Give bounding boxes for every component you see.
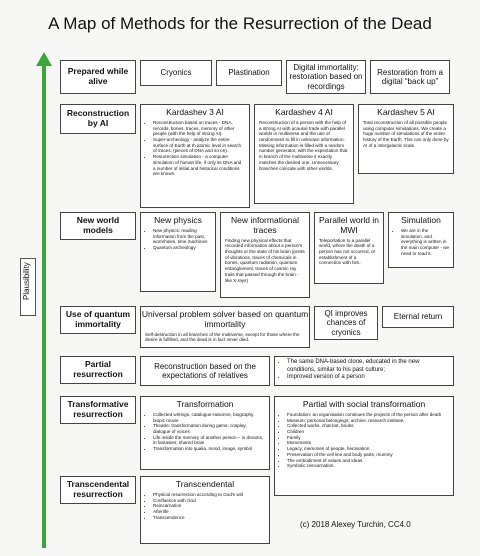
card-new-physics (140, 212, 216, 292)
item-plastination: Plastination (216, 60, 282, 86)
category-quantum-immortality: Use of quantum immortality (60, 306, 136, 334)
card-title: Partial with social transformation (302, 399, 426, 409)
card-kardashev-5 (358, 104, 454, 174)
list-item: • Symbolic reincarnation. (287, 463, 449, 469)
list-item: • Children (287, 429, 449, 435)
card-transcendental (140, 476, 270, 544)
list-item: • We are in the simulation, and everything is written in the main computer - we need to read it. (401, 228, 449, 257)
item-digital-backup: Restoration from a digital “back up” (370, 60, 450, 94)
list-item: • Museum: personal belongings, archive, research institute, (287, 418, 449, 424)
card-title: Transcendental (175, 479, 235, 489)
list-item: • Monuments (287, 440, 449, 446)
card-title: New physics (154, 215, 202, 225)
card-simulation (388, 212, 454, 268)
card-text: Total reconstruction of all possible people using computer simulations. We create a huge number of simulations of the entire history of the Earth. This can only done by AI of a intergalactic scale. (363, 119, 449, 148)
card-title: Kardashev 4 AI (275, 107, 333, 117)
list-item: • Collected works, chat-bot, books (287, 423, 449, 429)
list-item: • Foundation: an organisation continues the projects of the person after death (287, 412, 449, 418)
axis-label: Plausibility (22, 262, 31, 300)
category-reconstruction-ai: Reconstruction by AI (60, 104, 136, 134)
card-kardashev-4 (254, 104, 354, 204)
list-item: • Transformation into qualia, mood, image, symbol (153, 446, 265, 452)
list-item: • Theatre: transformation during game: cosplay, dialogue of voices (153, 423, 265, 434)
card-title: Kardashev 3 AI (166, 107, 224, 117)
list-item: • Life inside the memory of another person – in dreams, in fantasies; shared brain (153, 435, 265, 446)
card-title: Parallel world in MWI (319, 215, 379, 235)
card-text: Teleportation to a parallel world, where the death of a person has not occurred, or establishment of a connection with him. (319, 237, 376, 266)
card-partial-items (274, 356, 454, 386)
list-item: • Preservation of the cell line and body parts; mummy (287, 452, 449, 458)
list-item: • Transcendence (153, 515, 265, 521)
list-item: • Confluence with God (153, 498, 265, 504)
card-title: Transformation (176, 399, 234, 409)
list-item: • Resurrection simulation - a computer simulation of human life, if only its DNA and a number of initial and historical conditions are known. (153, 154, 245, 177)
category-transcendental: Transcendental resurrection (60, 476, 136, 504)
list-item: • Physical resurrection according to God's will (153, 492, 265, 498)
card-parallel-world (314, 212, 384, 284)
item-qi-cryonics: QI improves chances of cryonics (314, 306, 378, 340)
card-universal-solver (140, 306, 310, 348)
card-title: New informational traces (230, 215, 300, 235)
category-prepared: Prepared while alive (60, 60, 136, 94)
list-item: • New physics: reading information from the past, wormholes, time machines (153, 228, 211, 245)
list-item: • Collected writings, catalogue-raisonne, biography, biopic movie (153, 412, 265, 423)
credit-text: (c) 2018 Alexey Turchin, CC4.0 (300, 520, 411, 529)
item-reconstruction-relatives: Reconstruction based on the expectations of relatives (140, 356, 270, 386)
list-item: • Afterlife (153, 509, 265, 515)
card-new-informational-traces (220, 212, 310, 298)
list-item: • Improved version of a person (287, 374, 449, 382)
card-title: Kardashev 5 AI (377, 107, 435, 117)
list-item: • The same DNA-based clone, educated in the new conditions, similar to his past culture; (287, 359, 449, 374)
item-eternal-return: Eternal return (382, 306, 454, 328)
list-item: • Reconstruction based on traces - DNA, records, bones, traces, memory of other people (with the help of strong AI). (153, 120, 245, 137)
card-partial-social (274, 396, 454, 496)
card-text: Finding new physical effects that recorded information about a person's thoughts or the state of his brain (prints of vibrations, traces of chemicals in bones, quantum radiation, quantum entanglement, traces of cosmic ray trails that passed through the brain - like X-rays) (225, 237, 305, 283)
card-kardashev-3 (140, 104, 250, 208)
list-item: • Super-archeology - analyze the entire surface of Earth at th atomic level in search of traces, (pieces of DNA and so on). (153, 137, 245, 154)
list-item: • Family (287, 435, 449, 441)
list-item: • Reincarnation (153, 503, 265, 509)
page-title: A Map of Methods for the Resurrection of the Dead (48, 14, 432, 33)
list-item: • Quantum archeology (153, 245, 211, 251)
card-text: Reconstruction of a person with the help of a strong AI with acausal trade with parallel worlds in multiverse and the use of randomness to fill in unknown information. Missing information is filled with a random number generator, with the expectation that in branch of the multiverse it exactly matches the desired one. Unnecessary branches coincide with other worlds. (259, 119, 348, 171)
list-item: • Legacy, memories of people, heroisation (287, 446, 449, 452)
category-partial-resurrection: Partial resurrection (60, 356, 136, 384)
item-cryonics: Cryonics (140, 60, 212, 86)
card-text: Self-destruction in all branches of the multiverse, except for those where the desire is fulfilled, and the dead is in fact never died. (145, 331, 300, 343)
list-item: • The embodiment of values and ideas (287, 458, 449, 464)
item-digital-immortality: Digital immortality: restoration based on recordings (286, 60, 366, 94)
card-title: Universal problem solver based on quantum immortality (141, 309, 309, 329)
category-new-world-models: New world models (60, 212, 136, 240)
plausibility-axis (42, 64, 46, 548)
category-transformative: Transformative resurrection (60, 396, 136, 424)
card-title: Simulation (401, 215, 441, 225)
card-transformation (140, 396, 270, 470)
